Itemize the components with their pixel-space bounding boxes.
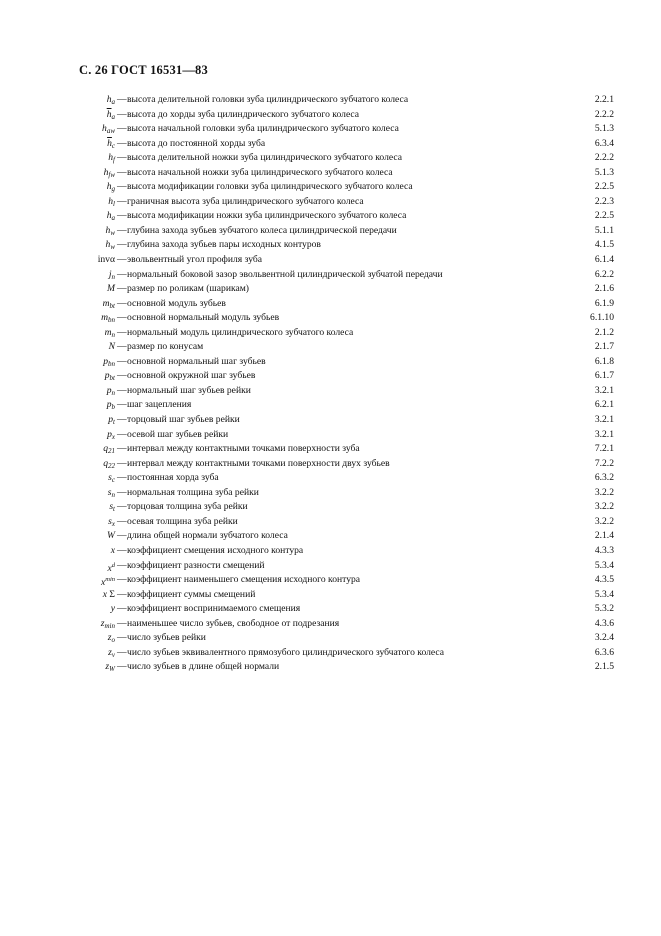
symbol-row <box>0 398 661 413</box>
section-reference: 2.1.7 <box>594 341 614 353</box>
symbol-base: p <box>104 370 110 382</box>
symbol-row <box>0 282 661 297</box>
symbol-row <box>0 588 661 603</box>
symbol-description: коэффициент суммы смещений <box>127 588 256 600</box>
dash-separator: — <box>117 341 127 353</box>
symbol <box>25 282 115 297</box>
symbol-description: коэффициент воспринимаемого смещения <box>127 603 301 615</box>
section-reference: 2.1.6 <box>594 283 614 295</box>
symbol-base: p <box>103 355 108 367</box>
dash-separator: — <box>117 588 127 600</box>
symbol-description: число зубьев в длине общей нормали <box>127 661 280 673</box>
symbol-base: p <box>106 384 112 396</box>
section-reference: 2.2.5 <box>594 210 614 222</box>
dash-separator: — <box>117 355 127 367</box>
symbol-description: размер по роликам (шарикам) <box>127 283 250 295</box>
dash-separator: — <box>117 166 127 178</box>
section-reference: 5.3.4 <box>594 588 614 600</box>
symbol-row <box>0 413 661 428</box>
symbol-subscript: a <box>111 98 115 106</box>
section-reference: 6.1.9 <box>594 297 614 309</box>
dash-separator: — <box>117 399 127 411</box>
symbol-row <box>0 573 661 588</box>
symbol-row <box>0 471 661 486</box>
symbol-description: эвольвентный угол профиля зуба <box>127 254 263 266</box>
symbol-description: нормальный модуль цилиндрического зубчатого колеса <box>127 326 354 338</box>
symbol-description: интервал между контактными точками поверхности зуба <box>127 443 360 455</box>
symbol-base: $\overline{h}$ <box>106 108 112 120</box>
symbol-description: наименьшее число зубьев, свободное от подрезания <box>127 617 340 629</box>
symbol-subscript: c <box>111 141 115 150</box>
symbol-subscript: aw <box>106 127 115 136</box>
dash-separator: — <box>117 152 127 164</box>
symbol-superscript: min <box>105 576 115 584</box>
symbol-subscript: x <box>111 432 115 441</box>
symbol-description: высота делительной ножки зуба цилиндрического зубчатого колеса <box>127 152 403 164</box>
section-reference: 5.1.3 <box>594 123 614 135</box>
symbol-row <box>0 326 661 341</box>
symbol-description: основной модуль зубьев <box>127 297 226 309</box>
section-reference: 7.2.2 <box>594 457 614 469</box>
symbol-base: h <box>106 94 112 105</box>
symbol-description: коэффициент разности смещений <box>127 559 265 571</box>
symbol-row <box>0 253 661 268</box>
section-reference: 3.2.4 <box>594 632 614 644</box>
dash-separator: — <box>117 472 127 484</box>
dash-separator: — <box>117 603 127 615</box>
symbol-subscript: a <box>111 112 115 121</box>
symbol-base: h <box>105 239 111 251</box>
symbol-base: s <box>108 472 112 484</box>
dash-separator: — <box>117 486 127 498</box>
section-reference: 6.1.10 <box>590 312 614 324</box>
symbol-base: p <box>107 428 112 440</box>
section-reference: 3.2.2 <box>594 501 614 513</box>
symbol-description: глубина захода зубьев пары исходных контуров <box>127 239 321 251</box>
symbol-description: нормальный боковой зазор эвольвентной цилиндрической зубчатой передачи <box>127 268 443 280</box>
dash-separator: — <box>117 297 127 309</box>
symbol-base: m <box>102 297 110 309</box>
symbol-row <box>0 631 661 646</box>
symbol-base: s <box>107 486 112 498</box>
symbol <box>25 544 115 559</box>
symbol-base: z <box>108 646 112 658</box>
symbol <box>25 340 115 355</box>
symbol-subscript: c <box>111 476 115 485</box>
symbol-row <box>0 355 661 370</box>
symbol-base: h <box>108 195 114 207</box>
symbol-row <box>0 428 661 443</box>
symbol-subscript: 22 <box>108 461 115 470</box>
symbol-row <box>0 238 661 253</box>
symbol-subscript: o <box>111 636 115 645</box>
symbol-subscript: n <box>111 272 115 281</box>
symbol-row <box>0 340 661 355</box>
section-reference: 2.1.4 <box>594 530 614 542</box>
symbol-subscript: bn <box>108 316 115 325</box>
symbol-base: x <box>100 577 106 589</box>
symbol-row <box>0 515 661 530</box>
dash-separator: — <box>117 632 127 644</box>
symbol-subscript: min <box>104 621 115 630</box>
symbol-subscript: fw <box>108 170 115 179</box>
symbol-base: h <box>103 166 109 178</box>
symbol-subscript: w <box>110 228 115 237</box>
symbol-description: коэффициент наименьшего смещения исходного контура <box>127 574 361 586</box>
dash-separator: — <box>117 239 127 251</box>
dash-separator: — <box>117 137 127 149</box>
dash-separator: — <box>117 559 127 571</box>
symbol-base: y <box>110 603 115 615</box>
symbol-row <box>0 122 661 137</box>
section-reference: 4.1.5 <box>594 239 614 251</box>
symbol-list <box>0 93 661 675</box>
symbol-description: нормальная толщина зуба рейки <box>127 486 259 498</box>
symbol-base: x <box>102 588 108 600</box>
section-reference: 6.2.1 <box>594 399 614 411</box>
symbol-description: осевой шаг зубьев рейки <box>127 428 229 440</box>
symbol-description: число зубьев рейки <box>127 632 206 644</box>
symbol-description: высота модификации ножки зуба цилиндрического зубчатого колеса <box>127 210 407 222</box>
dash-separator: — <box>117 181 127 193</box>
section-reference: 3.2.2 <box>594 486 614 498</box>
symbol-row <box>0 646 661 661</box>
symbol-suffix: α <box>109 254 115 266</box>
symbol-base: M <box>107 283 115 295</box>
dash-separator: — <box>117 123 127 135</box>
symbol-superscript: d <box>111 561 115 569</box>
symbol-base: inv <box>97 254 110 266</box>
section-reference: 2.1.2 <box>594 326 614 338</box>
symbol <box>25 588 115 603</box>
symbol-base: z <box>107 632 112 644</box>
symbol-subscript: t <box>113 505 115 514</box>
dash-separator: — <box>117 661 127 673</box>
section-reference: 5.1.1 <box>594 224 614 236</box>
symbol-row <box>0 311 661 326</box>
symbol-description: основной нормальный шаг зубьев <box>127 355 266 367</box>
symbol-row <box>0 195 661 210</box>
symbol-base: q <box>103 443 108 455</box>
symbol-subscript: 21 <box>108 447 115 456</box>
symbol-base: q <box>103 457 108 469</box>
symbol-row <box>0 166 661 181</box>
dash-separator: — <box>117 530 127 542</box>
symbol-row <box>0 137 661 152</box>
symbol-description: основной окружной шаг зубьев <box>127 370 256 382</box>
dash-separator: — <box>117 457 127 469</box>
section-reference: 5.3.2 <box>594 603 614 615</box>
dash-separator: — <box>117 370 127 382</box>
symbol-row <box>0 180 661 195</box>
section-reference: 6.3.6 <box>594 646 614 658</box>
symbol-base: $\overline{h}$ <box>107 137 112 149</box>
symbol-base: z <box>100 617 105 629</box>
symbol-row <box>0 500 661 515</box>
section-reference: 2.2.2 <box>594 108 614 120</box>
symbol <box>25 602 115 617</box>
dash-separator: — <box>117 195 127 207</box>
symbol-description: постоянная хорда зуба <box>127 472 219 484</box>
dash-separator: — <box>117 283 127 295</box>
symbol-description: высота делительной головки зуба цилиндрического зубчатого колеса <box>127 94 409 105</box>
section-reference: 5.1.3 <box>594 166 614 178</box>
symbol-description: высота до постоянной хорды зуба <box>127 137 266 149</box>
section-reference: 3.2.1 <box>594 414 614 426</box>
symbol-base: h <box>106 181 112 193</box>
symbol-base: h <box>106 210 112 222</box>
symbol-base: h <box>108 152 114 164</box>
symbol-row <box>0 224 661 239</box>
section-reference: 2.2.2 <box>594 152 614 164</box>
section-reference: 2.2.1 <box>594 94 614 105</box>
dash-separator: — <box>117 254 127 266</box>
symbol-row <box>0 209 661 224</box>
symbol-base: m <box>104 326 112 338</box>
symbol-row <box>0 93 661 108</box>
dash-separator: — <box>117 326 127 338</box>
symbol-base: x <box>110 544 115 556</box>
section-reference: 2.2.5 <box>594 181 614 193</box>
symbol-base: W <box>107 530 115 542</box>
symbol-row <box>0 268 661 283</box>
section-reference: 3.2.1 <box>594 384 614 396</box>
symbol-base: p <box>108 414 114 426</box>
section-reference: 4.3.5 <box>594 574 614 586</box>
dash-separator: — <box>117 384 127 396</box>
symbol-subscript: bt <box>109 374 115 383</box>
symbol-row <box>0 442 661 457</box>
dash-separator: — <box>117 312 127 324</box>
symbol-subscript: v <box>111 650 115 659</box>
symbol-row <box>0 457 661 472</box>
dash-separator: — <box>117 443 127 455</box>
dash-separator: — <box>117 224 127 236</box>
dash-separator: — <box>117 268 127 280</box>
symbol-description: высота начальной ножки зуба цилиндрического зубчатого колеса <box>127 166 393 178</box>
section-reference: 2.1.5 <box>594 661 614 673</box>
symbol-subscript: g <box>111 185 115 194</box>
dash-separator: — <box>117 515 127 527</box>
symbol-description: высота начальной головки зуба цилиндрического зубчатого колеса <box>127 123 399 135</box>
symbol-row <box>0 151 661 166</box>
section-reference: 3.2.2 <box>594 515 614 527</box>
dash-separator: — <box>117 108 127 120</box>
section-reference: 6.1.8 <box>594 355 614 367</box>
symbol-description: число зубьев эквивалентного прямозубого цилиндрического зубчатого колеса <box>127 646 445 658</box>
symbol-subscript: W <box>109 665 115 674</box>
symbol-subscript: n <box>111 388 115 397</box>
symbol-subscript: a <box>111 214 115 223</box>
section-reference: 4.3.6 <box>594 617 614 629</box>
dash-separator: — <box>117 94 127 105</box>
symbol-row <box>0 529 661 544</box>
dash-separator: — <box>117 428 127 440</box>
symbol-subscript: bn <box>108 359 115 368</box>
symbol-subscript: t <box>113 418 115 427</box>
symbol-base: N <box>108 341 115 353</box>
symbol-base: s <box>108 515 112 527</box>
symbol-row <box>0 602 661 617</box>
section-reference: 6.2.2 <box>594 268 614 280</box>
dash-separator: — <box>117 544 127 556</box>
section-reference: 2.2.3 <box>594 195 614 207</box>
symbol-subscript: n <box>111 490 115 499</box>
dash-separator: — <box>117 501 127 513</box>
page-header: С. 26 ГОСТ 16531—83 <box>79 63 208 77</box>
symbol <box>25 253 115 268</box>
symbol-description: высота до хорды зуба цилиндрического зубчатого колеса <box>127 108 360 120</box>
symbol-base: z <box>105 661 110 673</box>
symbol-description: шаг зацепления <box>127 399 192 411</box>
section-reference: 5.3.4 <box>594 559 614 571</box>
symbol-description: основной нормальный модуль зубьев <box>127 312 280 324</box>
symbol-base: x <box>107 562 112 574</box>
symbol-row <box>0 559 661 574</box>
symbol-row <box>0 297 661 312</box>
symbol-subscript: w <box>110 243 115 252</box>
symbol-description: высота модификации головки зуба цилиндрического зубчатого колеса <box>127 181 413 193</box>
symbol-suffix: Σ <box>107 588 115 600</box>
symbol-description: коэффициент смещения исходного контура <box>127 544 304 556</box>
symbol-base: h <box>105 224 111 236</box>
dash-separator: — <box>117 574 127 586</box>
symbol-row <box>0 544 661 559</box>
symbol-row <box>0 660 661 675</box>
symbol-subscript: f <box>113 156 115 165</box>
dash-separator: — <box>117 210 127 222</box>
symbol-row <box>0 384 661 399</box>
symbol-description: граничная высота зуба цилиндрического зубчатого колеса <box>127 195 364 207</box>
symbol-description: торцовая толщина зуба рейки <box>127 501 248 513</box>
symbol-subscript: b <box>111 403 115 412</box>
symbol-description: длина общей нормали зубчатого колеса <box>127 530 288 542</box>
symbol-base: m <box>101 312 108 324</box>
section-reference: 3.2.1 <box>594 428 614 440</box>
dash-separator: — <box>117 617 127 629</box>
symbol-subscript: n <box>111 330 115 339</box>
symbol-base: h <box>102 123 107 135</box>
symbol-description: интервал между контактными точками поверхности двух зубьев <box>127 457 390 469</box>
symbol-subscript: x <box>111 519 115 528</box>
symbol-description: глубина захода зубьев зубчатого колеса цилиндрической передачи <box>127 224 397 236</box>
symbol-subscript: l <box>113 199 115 208</box>
dash-separator: — <box>117 646 127 658</box>
section-reference: 4.3.3 <box>594 544 614 556</box>
symbol <box>25 660 115 677</box>
symbol-subscript: bt <box>109 301 115 310</box>
symbol-row <box>0 486 661 501</box>
symbol-description: нормальный шаг зубьев рейки <box>127 384 251 396</box>
section-reference: 6.3.2 <box>594 472 614 484</box>
symbol-base: j <box>108 268 112 280</box>
symbol <box>25 529 115 544</box>
symbol-description: осевая толщина зуба рейки <box>127 515 238 527</box>
symbol-row <box>0 369 661 384</box>
dash-separator: — <box>117 414 127 426</box>
section-reference: 6.3.4 <box>594 137 614 149</box>
section-reference: 6.1.4 <box>594 254 614 266</box>
symbol-description: торцовый шаг зубьев рейки <box>127 414 240 426</box>
symbol-row <box>0 617 661 632</box>
symbol-base: p <box>106 399 112 411</box>
symbol-description: размер по конусам <box>127 341 204 353</box>
symbol-base: s <box>109 501 114 513</box>
section-reference: 6.1.7 <box>594 370 614 382</box>
section-reference: 7.2.1 <box>594 443 614 455</box>
symbol-row <box>0 108 661 123</box>
